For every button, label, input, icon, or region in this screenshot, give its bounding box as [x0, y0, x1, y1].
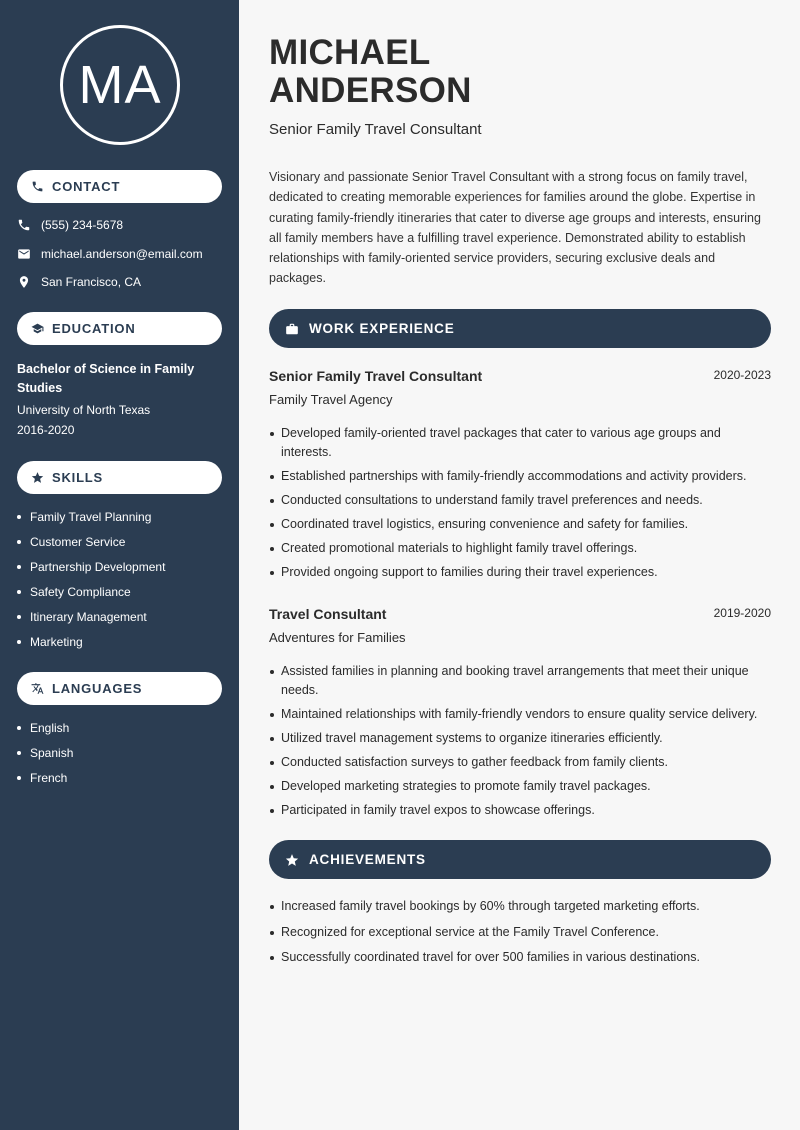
list-item: Participated in family travel expos to showcase offerings. — [269, 801, 771, 820]
email-icon — [17, 247, 31, 261]
languages-list — [17, 715, 73, 790]
job-role: Senior Family Travel Consultant — [269, 121, 482, 138]
work-experience-heading — [269, 309, 771, 348]
list-item: Developed marketing strategies to promote family travel packages. — [269, 777, 771, 796]
list-item: Utilized travel management systems to organize itineraries efficiently. — [269, 729, 771, 748]
first-name: MICHAEL — [269, 33, 431, 72]
contact-location — [17, 275, 141, 289]
list-item: Maintained relationships with family-friendly vendors to ensure quality service delivery. — [269, 705, 771, 724]
list-item: Provided ongoing support to families during their travel experiences. — [269, 563, 771, 582]
language-item: French — [17, 765, 73, 790]
list-item: Developed family-oriented travel packages that cater to various age groups and interests. — [269, 424, 771, 461]
skills-heading-label: SKILLS — [52, 470, 104, 485]
contact-phone[interactable] — [17, 218, 123, 232]
achievements-list — [269, 897, 771, 974]
skill-item: Partnership Development — [17, 554, 165, 579]
job-bullets — [269, 662, 771, 825]
list-item: Successfully coordinated travel for over 500 families in various destinations. — [269, 948, 771, 967]
work-experience-label: WORK EXPERIENCE — [309, 321, 455, 336]
contact-heading — [17, 170, 222, 203]
list-item: Conducted consultations to understand family travel preferences and needs. — [269, 491, 771, 510]
list-item: Coordinated travel logistics, ensuring convenience and safety for families. — [269, 515, 771, 534]
job-title: Travel Consultant — [269, 606, 387, 622]
education-heading-label: EDUCATION — [52, 321, 136, 336]
profile-summary: Visionary and passionate Senior Travel Consultant with a strong focus on family travel, dedicated to creating memorable experiences for families around the globe. Expertise in curating family-friendly itineraries that cater to diverse age groups and interests, ensuring all family members have a fulfilling travel experience. Demonstrated ability to establish relationships with family-oriented service providers, securing exclusive deals and packages. — [269, 170, 761, 286]
list-item: Assisted families in planning and booking travel arrangements that meet their unique needs. — [269, 662, 771, 699]
list-item: Conducted satisfaction surveys to gather feedback from family clients. — [269, 753, 771, 772]
star-icon — [31, 471, 44, 484]
language-item: Spanish — [17, 740, 73, 765]
job-company: Family Travel Agency — [269, 392, 393, 407]
list-item: Recognized for exceptional service at the Family Travel Conference. — [269, 923, 771, 942]
job-bullets — [269, 424, 771, 587]
monogram-avatar: MA — [60, 25, 180, 145]
achievements-heading — [269, 840, 771, 879]
briefcase-icon — [285, 322, 299, 336]
person-name — [269, 34, 472, 110]
graduation-cap-icon — [31, 322, 44, 335]
job-title: Senior Family Travel Consultant — [269, 368, 483, 384]
education-heading — [17, 312, 222, 345]
translate-icon — [31, 682, 44, 695]
education-degree: Bachelor of Science in Family Studies — [17, 362, 195, 395]
contact-email[interactable] — [17, 247, 203, 261]
skills-heading — [17, 461, 222, 494]
languages-heading-label: LANGUAGES — [52, 681, 143, 696]
achievements-label: ACHIEVEMENTS — [309, 852, 426, 867]
list-item: Increased family travel bookings by 60% through targeted marketing efforts. — [269, 897, 771, 916]
skills-list — [17, 504, 165, 654]
list-item: Established partnerships with family-friendly accommodations and activity providers. — [269, 467, 771, 486]
phone-icon — [31, 180, 44, 193]
location-pin-icon — [17, 275, 31, 289]
job-company: Adventures for Families — [269, 630, 406, 645]
language-item: English — [17, 715, 73, 740]
location-text: San Francisco, CA — [41, 275, 142, 289]
education-school: University of North Texas — [17, 403, 151, 417]
phone-icon — [17, 218, 31, 232]
email-text: michael.anderson@email.com — [41, 247, 203, 261]
languages-heading — [17, 672, 222, 705]
skill-item: Family Travel Planning — [17, 504, 165, 529]
job-dates: 2020-2023 — [713, 368, 771, 382]
star-icon — [285, 853, 299, 867]
last-name: ANDERSON — [269, 71, 472, 110]
list-item: Created promotional materials to highlight family travel offerings. — [269, 539, 771, 558]
job-dates: 2019-2020 — [713, 606, 771, 620]
skill-item: Safety Compliance — [17, 579, 165, 604]
education-years: 2016-2020 — [17, 423, 75, 437]
sidebar — [0, 0, 239, 1130]
contact-heading-label: CONTACT — [52, 179, 121, 194]
skill-item: Customer Service — [17, 529, 165, 554]
phone-text: (555) 234-5678 — [41, 218, 124, 232]
skill-item: Itinerary Management — [17, 604, 165, 629]
skill-item: Marketing — [17, 629, 165, 654]
